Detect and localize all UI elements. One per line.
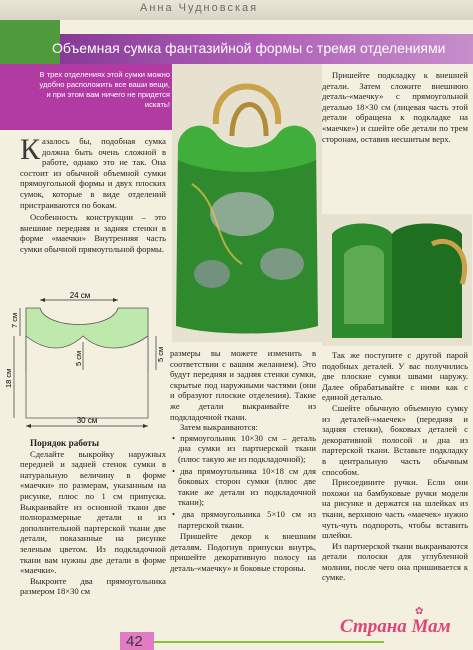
col3-paragraph-3: Сшейте обычную объемную сумку из деталей-«маечек» (передняя и задняя стенки), боковых деталей с декоративной полосой и дна из партерской ткани. Вставьте подкладку в центральную часть обычным способом. — [322, 402, 468, 477]
col2-paragraph-1: размеры вы можете изменить в соответствии с вашим желанием). Это будут передняя и задняя стенки сумки, скрытые под наружными частями (они и образуют плоские отделения). Такие же детали выкраивайте из подкладочной ткани. — [170, 348, 316, 422]
intro-text: В трех отделениях этой сумки можно удобно расположить все ваши вещи, и при этом вам ничего не придется искать! — [39, 70, 170, 109]
floral-pattern — [260, 248, 304, 280]
list-item: • два прямоугольника 10×18 см для боковых сторон сумки (плюс две такие же детали из подкладочной ткани); — [172, 465, 316, 508]
lining — [344, 245, 384, 324]
col1-paragraph-3: Сделайте выкройку наружных передней и задней стенок сумки в натуральную величину в форме «маечки» по размерам, указанным на рисунке, плюс по 1 см припуска. Выкраивайте из основной ткани две полноразмерные детали и из дополнительной партерской ткани две детали, показанные на рисунке зеленым цветом. Из подкладочной ткани вам нужны две детали в форме «маечки». — [20, 448, 166, 576]
arrow — [143, 424, 148, 428]
col1-paragraph-2: Особенность конструкции – это внешние передняя и задняя стенки в форме «маечки» Внутренняя часть сумки обычной прямоугольной формы. — [20, 212, 166, 254]
page-number: 42 — [126, 633, 143, 650]
floral-pattern — [194, 260, 230, 288]
col1-paragraph-4: Выкроите два прямоугольника размером 18×30 см — [20, 575, 166, 597]
col3-paragraph-4: Присоедините ручки. Если они похожи на бамбуковые ручки модели на рисунке и держатся на шлейках из ткани, верхнюю часть «маечек» нужно чуть-чуть подпороть, чтобы вставить шлейки. — [322, 477, 468, 541]
col2-paragraph-2: Затем выкраиваются: — [180, 422, 258, 433]
dim-label-left-big: 18 см — [4, 368, 13, 388]
col3-paragraph-1: Пришейте подкладку к внешней детали. Затем сложите внешнюю деталь-«маечку» с прямоугольной деталью 18×30 см (лицевая часть этой детали обращена к подкладке на «маечке») и сшейте обе детали по трем сторонам, оставив несшитым верх. — [322, 70, 468, 144]
dropcap: К — [20, 133, 41, 166]
bag-open-illustration — [322, 214, 472, 346]
col1-intro — [20, 133, 166, 255]
bag-photo-main — [172, 64, 322, 342]
dim-label-top: 24 см — [69, 291, 91, 300]
bag-photo-open — [322, 214, 472, 346]
dim-label-right: 5 см — [156, 346, 165, 362]
site-logo: Страна Мам — [340, 616, 451, 637]
pattern-diagram — [6, 290, 170, 436]
dim-label-left-small: 7 см — [10, 312, 19, 328]
compartment-right — [392, 224, 462, 339]
col1-paragraph-1: азалось бы, подобная сумка должна быть очень сложной в работе, однако это не так. Она состоит из обычной объемной сумки прямоугольной формы и двух плоских сумок, которые в виде отделений пристраиваются по бокам. — [20, 136, 166, 210]
arrow — [26, 424, 31, 428]
col3-top — [322, 70, 468, 144]
arrow — [40, 298, 45, 302]
col2-paragraph-3: Пришейте декор к внешним деталям. Подогнув припуски внутрь, пришейте декоративную полосу на деталь-«маечку» и боковые стороны. — [170, 531, 316, 573]
footer-line — [154, 641, 384, 643]
decor-green-block — [0, 20, 60, 64]
dim-label-bottom: 30 см — [76, 416, 98, 425]
pattern-shape-white — [26, 336, 148, 418]
article-title: Объемная сумка фантазийной формы с тремя отделениями — [52, 40, 446, 56]
author-name: Анна Чудновская — [140, 2, 259, 14]
col3-bottom — [322, 350, 468, 583]
col3-paragraph-5: Из партнерской ткани выкраиваются детали полоски для углубленной молнии, после чего она пришивается к сумке. — [322, 540, 468, 583]
dim-label-mid: 5 см — [74, 350, 83, 366]
col1-instructions — [20, 438, 166, 597]
list-item: • два прямоугольника 5×10 см из партерской ткани. — [172, 508, 316, 530]
list-item: • прямоугольник 10×30 см – деталь дна сумки из партнерской ткани (плюс такую же из подкладочной); — [172, 432, 316, 464]
arrow — [113, 298, 118, 302]
col3-paragraph-2: Так же поступите с другой парой подобных деталей. У вас получились две плоские сумки швами наружу. Далее обрабатывайте с ними как с единой деталью. — [322, 350, 468, 403]
logo-decor-icon: ✿ — [415, 606, 424, 617]
col2 — [170, 348, 316, 573]
bag-illustration — [172, 64, 322, 342]
section-heading: Порядок работы — [30, 438, 99, 448]
